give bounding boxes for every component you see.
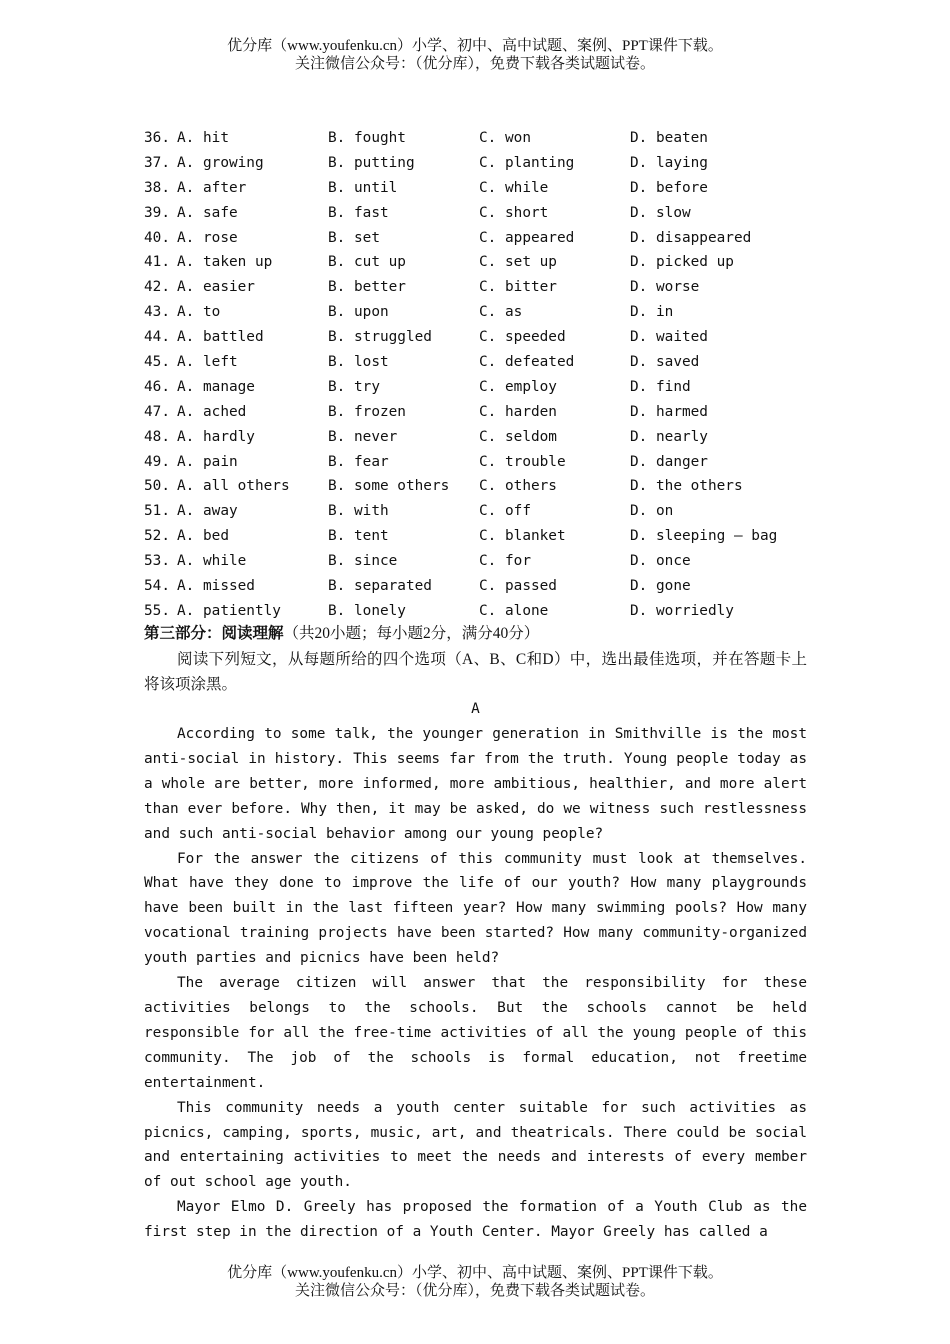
option-d: D. danger xyxy=(630,453,708,470)
option-d: D. gone xyxy=(630,578,691,595)
option-d: D. worriedly xyxy=(630,602,734,619)
option-row xyxy=(144,524,814,549)
option-d: D. nearly xyxy=(630,428,708,445)
option-b: B. cut up xyxy=(328,254,406,271)
passage-paragraph: This community needs a youth center suitable for such activities as picnics, camping, sports, music, art, and theatricals. There could be social and entertaining activities to meet the needs and interests of every member of out school age youth. xyxy=(144,1099,807,1191)
option-a: A. pain xyxy=(177,453,238,470)
answer-options-list xyxy=(144,126,814,624)
question-number: 55. xyxy=(144,602,170,619)
section-instructions: 阅读下列短文，从每题所给的四个选项（A、B、C和D）中，选出最佳选项，并在答题卡上将该项涂黑。 xyxy=(144,651,807,693)
option-a: A. safe xyxy=(177,204,238,221)
option-c: C. alone xyxy=(479,602,549,619)
option-c: C. won xyxy=(479,130,531,146)
passage-paragraph: According to some talk, the younger generation in Smithville is the most anti-social in history. This seems far from the truth. Young people today as a whole are better, more informed, more ambitious, healthier, and more alert than ever before. Why then, it may be asked, do we witness such restlessness and such anti-social behavior among our young people? xyxy=(144,726,807,842)
option-b: B. putting xyxy=(328,154,415,171)
header-line-2: 关注微信公众号：（优分库），免费下载各类试题试卷。 xyxy=(294,56,655,72)
option-row xyxy=(144,375,814,400)
section-title: 第三部分：阅读理解 xyxy=(144,625,284,642)
question-number: 39. xyxy=(144,204,170,221)
option-c: C. planting xyxy=(479,154,575,171)
option-d: D. saved xyxy=(630,354,700,371)
passage-body xyxy=(144,722,807,1245)
option-c: C. off xyxy=(479,503,531,520)
question-number: 45. xyxy=(144,354,170,371)
question-number: 42. xyxy=(144,279,170,296)
option-d: D. laying xyxy=(630,154,708,171)
option-c: C. blanket xyxy=(479,528,566,545)
option-a: A. manage xyxy=(177,378,255,395)
option-a: A. to xyxy=(177,304,221,321)
option-c: C. employ xyxy=(479,378,557,395)
option-b: B. since xyxy=(328,553,398,570)
option-b: B. lonely xyxy=(328,602,406,619)
option-c: C. defeated xyxy=(479,354,575,371)
option-b: B. fast xyxy=(328,204,389,221)
option-a: A. bed xyxy=(177,528,229,545)
option-d: D. disappeared xyxy=(630,229,752,246)
option-row xyxy=(144,275,814,300)
option-b: B. lost xyxy=(328,354,389,371)
option-a: A. while xyxy=(177,553,247,570)
option-c: C. while xyxy=(479,179,549,196)
option-a: A. easier xyxy=(177,279,255,296)
option-row xyxy=(144,201,814,226)
footer-line-1: 优分库（www.youfenku.cn）小学、初中、高中试题、案例、PPT课件下载。 xyxy=(227,1265,723,1281)
option-b: B. tent xyxy=(328,528,389,545)
option-d: D. in xyxy=(630,304,674,321)
question-number: 41. xyxy=(144,254,170,271)
option-d: D. harmed xyxy=(630,403,708,420)
option-row xyxy=(144,176,814,201)
passage-paragraph: The average citizen will answer that the responsibility for these activities belongs to the schools. But the schools cannot be held responsible for all the free-time activities of all the young people of this community. The job of the schools is formal education, not freetime entertainment. xyxy=(144,975,807,1091)
option-b: B. better xyxy=(328,279,406,296)
option-b: B. separated xyxy=(328,578,432,595)
option-row xyxy=(144,350,814,375)
option-c: C. appeared xyxy=(479,229,575,246)
section-scoring: （共20小题；每小题2分，满分40分） xyxy=(283,625,540,642)
option-c: C. set up xyxy=(479,254,557,271)
question-number: 49. xyxy=(144,453,170,470)
option-row xyxy=(144,325,814,350)
option-d: D. find xyxy=(630,378,691,395)
option-d: D. slow xyxy=(630,204,691,221)
option-b: B. until xyxy=(328,179,398,196)
option-row xyxy=(144,300,814,325)
question-number: 47. xyxy=(144,403,170,420)
option-b: B. frozen xyxy=(328,403,406,420)
passage-paragraph: Mayor Elmo D. Greely has proposed the formation of a Youth Club as the first step in the direction of a Youth Center. Mayor Greely has called a xyxy=(144,1199,807,1241)
option-a: A. ached xyxy=(177,403,247,420)
question-number: 50. xyxy=(144,478,170,495)
option-row xyxy=(144,450,814,475)
option-a: A. battled xyxy=(177,329,264,346)
option-row xyxy=(144,250,814,275)
option-c: C. trouble xyxy=(479,453,566,470)
option-d: D. waited xyxy=(630,329,708,346)
option-d: D. beaten xyxy=(630,130,708,146)
option-c: C. as xyxy=(479,304,523,321)
question-number: 48. xyxy=(144,428,170,445)
question-number: 51. xyxy=(144,503,170,520)
page-footer xyxy=(0,1264,950,1300)
option-c: C. bitter xyxy=(479,279,557,296)
option-b: B. try xyxy=(328,378,380,395)
option-c: C. passed xyxy=(479,578,557,595)
option-a: A. rose xyxy=(177,229,238,246)
question-number: 54. xyxy=(144,578,170,595)
option-row xyxy=(144,126,814,151)
option-d: D. worse xyxy=(630,279,700,296)
option-a: A. after xyxy=(177,179,247,196)
option-c: C. harden xyxy=(479,403,557,420)
option-b: B. with xyxy=(328,503,389,520)
option-row xyxy=(144,599,814,624)
option-b: B. upon xyxy=(328,304,389,321)
question-number: 52. xyxy=(144,528,170,545)
option-c: C. others xyxy=(479,478,557,495)
option-c: C. for xyxy=(479,553,531,570)
option-row xyxy=(144,549,814,574)
question-number: 53. xyxy=(144,553,170,570)
footer-line-2: 关注微信公众号：（优分库），免费下载各类试题试卷。 xyxy=(294,1283,655,1299)
option-d: D. before xyxy=(630,179,708,196)
option-b: B. struggled xyxy=(328,329,432,346)
section-heading xyxy=(144,623,539,645)
option-d: D. on xyxy=(630,503,674,520)
option-a: A. away xyxy=(177,503,238,520)
question-number: 37. xyxy=(144,154,170,171)
option-row xyxy=(144,226,814,251)
option-row xyxy=(144,425,814,450)
option-b: B. some others xyxy=(328,478,450,495)
option-b: B. fear xyxy=(328,453,389,470)
option-a: A. all others xyxy=(177,478,290,495)
option-a: A. hardly xyxy=(177,428,255,445)
question-number: 38. xyxy=(144,179,170,196)
question-number: 46. xyxy=(144,378,170,395)
question-number: 36. xyxy=(144,130,170,146)
option-row xyxy=(144,574,814,599)
option-d: D. sleeping — bag xyxy=(630,528,778,545)
option-c: C. seldom xyxy=(479,428,557,445)
option-d: D. once xyxy=(630,553,691,570)
option-a: A. left xyxy=(177,354,238,371)
header-line-1: 优分库（www.youfenku.cn）小学、初中、高中试题、案例、PPT课件下载。 xyxy=(227,38,723,54)
option-c: C. short xyxy=(479,204,549,221)
option-b: B. fought xyxy=(328,130,406,146)
page-header xyxy=(0,37,950,73)
option-a: A. patiently xyxy=(177,602,281,619)
passage-label: A xyxy=(471,701,480,717)
option-row xyxy=(144,474,814,499)
option-row xyxy=(144,400,814,425)
option-a: A. taken up xyxy=(177,254,273,271)
question-number: 44. xyxy=(144,329,170,346)
option-b: B. never xyxy=(328,428,398,445)
option-a: A. missed xyxy=(177,578,255,595)
option-b: B. set xyxy=(328,229,380,246)
option-d: D. the others xyxy=(630,478,743,495)
option-d: D. picked up xyxy=(630,254,734,271)
option-a: A. growing xyxy=(177,154,264,171)
question-number: 43. xyxy=(144,304,170,321)
option-c: C. speeded xyxy=(479,329,566,346)
option-a: A. hit xyxy=(177,130,229,146)
passage-paragraph: For the answer the citizens of this community must look at themselves. What have they done to improve the life of our youth? How many playgrounds have been built in the last fifteen year? How many swimming pools? How many vocational training projects have been started? How many community-organized youth parties and picnics have been held? xyxy=(144,850,807,967)
question-number: 40. xyxy=(144,229,170,246)
option-row xyxy=(144,151,814,176)
option-row xyxy=(144,499,814,524)
